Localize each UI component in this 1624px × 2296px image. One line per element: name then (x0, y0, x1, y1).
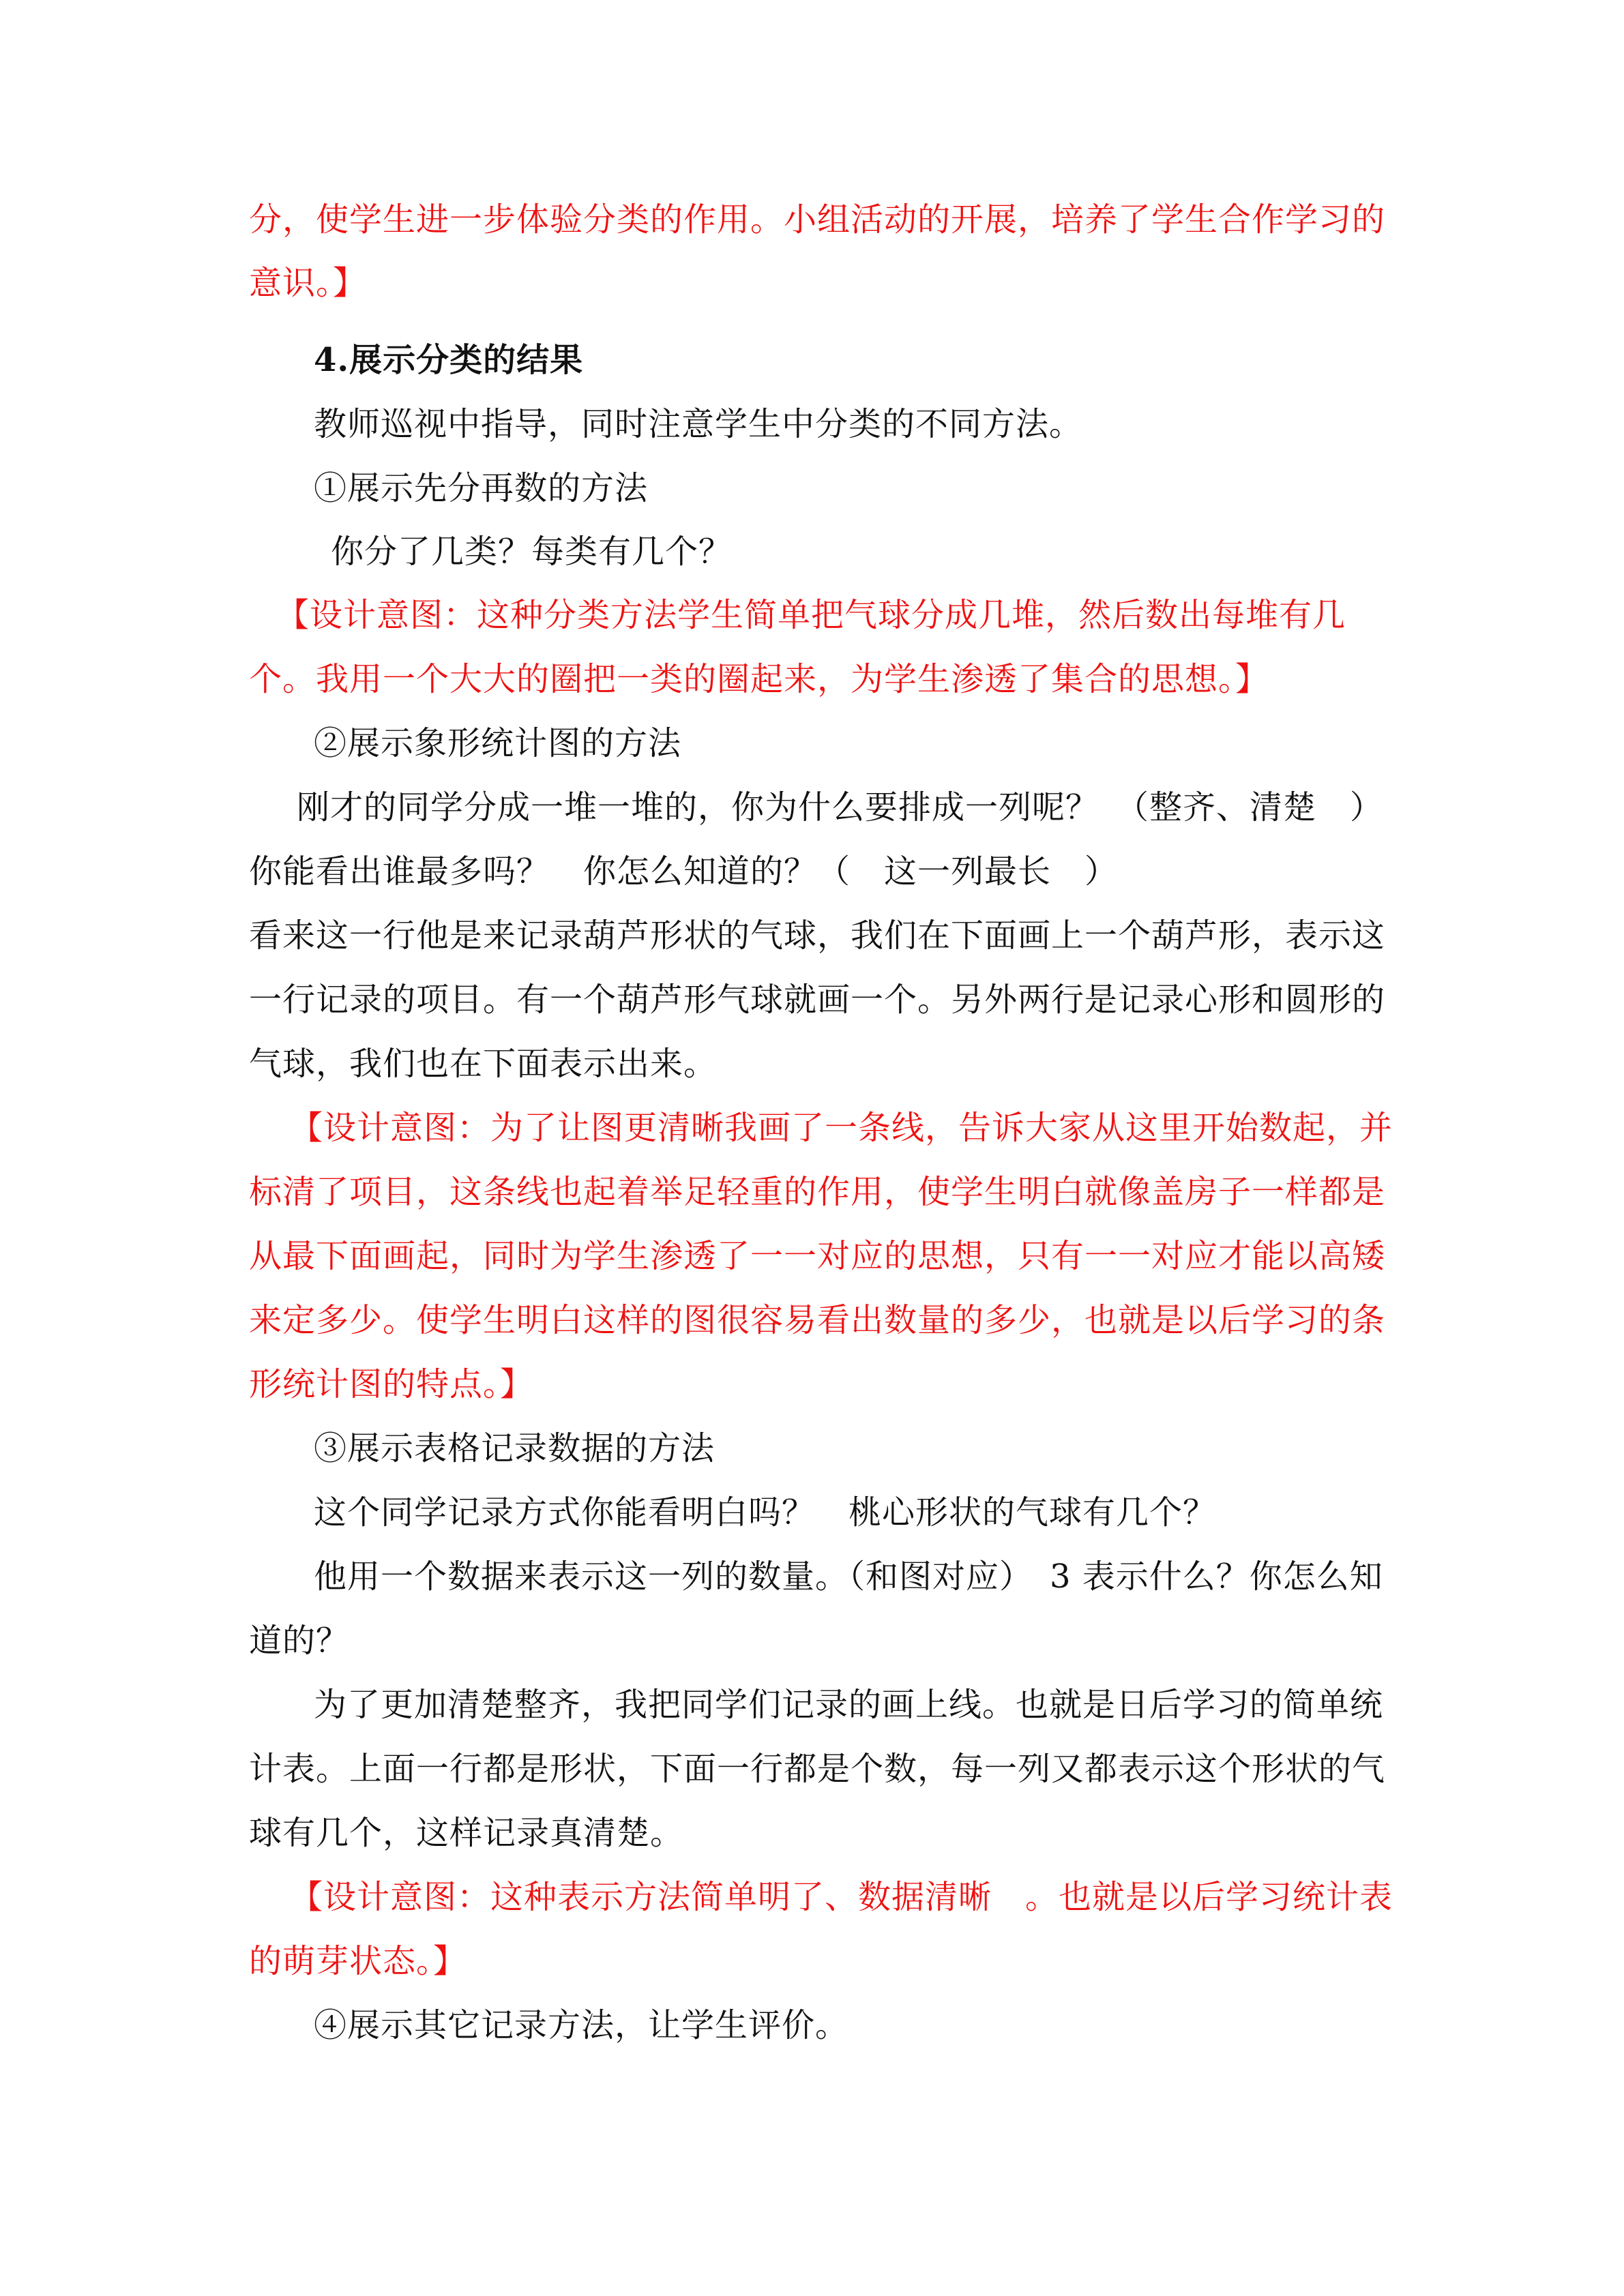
section-heading: 4.展示分类的结果 (314, 341, 584, 379)
paragraph-line: 看来这一行他是来记录葫芦形状的气球，我们在下面画上一个葫芦形，表示这 (249, 916, 1386, 955)
subheading: ④展示其它记录方法，让学生评价。 (314, 2006, 849, 2044)
subheading: ③展示表格记录数据的方法 (314, 1429, 715, 1467)
paragraph-line: 你分了几类？每类有几个？ (331, 533, 733, 571)
paragraph-line: 刚才的同学分成一堆一堆的，你为什么要排成一列呢？ （整齐、清楚 ） (297, 788, 1384, 826)
subheading: ①展示先分再数的方法 (314, 469, 649, 507)
paragraph-line: 教师巡视中指导，同时注意学生中分类的不同方法。 (314, 405, 1083, 443)
paragraph-line: 球有几个，这样记录真清楚。 (249, 1814, 684, 1852)
design-note-line: 【设计意图：这种表示方法简单明了、数据清晰 。也就是以后学习统计表 (290, 1878, 1393, 1916)
paragraph-line: 这个同学记录方式你能看明白吗？ 桃心形状的气球有几个？ (314, 1493, 1217, 1532)
design-note-line: 【设计意图：这种分类方法学生简单把气球分成几堆，然后数出每堆有几 (276, 596, 1346, 634)
paragraph-line: 气球，我们也在下面表示出来。 (249, 1045, 718, 1083)
design-note-line: 从最下面画起，同时为学生渗透了一一对应的思想，只有一一对应才能以高矮 (249, 1237, 1386, 1275)
design-note-line: 的萌芽状态。】 (249, 1942, 467, 1980)
design-note-line: 【设计意图：为了让图更清晰我画了一条线，告诉大家从这里开始数起，并 (290, 1109, 1393, 1147)
design-note-line: 来定多少。使学生明白这样的图很容易看出数量的多少，也就是以后学习的条 (249, 1301, 1386, 1339)
subheading: ②展示象形统计图的方法 (314, 724, 682, 762)
paragraph-line: 他用一个数据来表示这一列的数量。（和图对应） 3 表示什么？你怎么知 (314, 1557, 1383, 1596)
design-note-line: 个。我用一个大大的圈把一类的圈起来，为学生渗透了集合的思想。】 (249, 660, 1269, 698)
design-note-line: 形统计图的特点。】 (249, 1365, 534, 1403)
paragraph-line: 你能看出谁最多吗？ 你怎么知道的？（ 这一列最长 ） (249, 852, 1119, 891)
design-note-line: 标清了项目，这条线也起着举足轻重的作用，使学生明白就像盖房子一样都是 (249, 1173, 1386, 1211)
paragraph-line: 分，使学生进一步体验分类的作用。小组活动的开展，培养了学生合作学习的 (249, 200, 1386, 239)
paragraph-line: 一行记录的项目。有一个葫芦形气球就画一个。另外两行是记录心形和圆形的 (249, 981, 1386, 1019)
paragraph-line: 计表。上面一行都是形状，下面一行都是个数，每一列又都表示这个形状的气 (249, 1750, 1386, 1788)
paragraph-line: 为了更加清楚整齐，我把同学们记录的画上线。也就是日后学习的简单统 (314, 1686, 1384, 1724)
paragraph-line: 道的？ (249, 1622, 350, 1660)
paragraph-line: 意识。】 (249, 264, 367, 302)
